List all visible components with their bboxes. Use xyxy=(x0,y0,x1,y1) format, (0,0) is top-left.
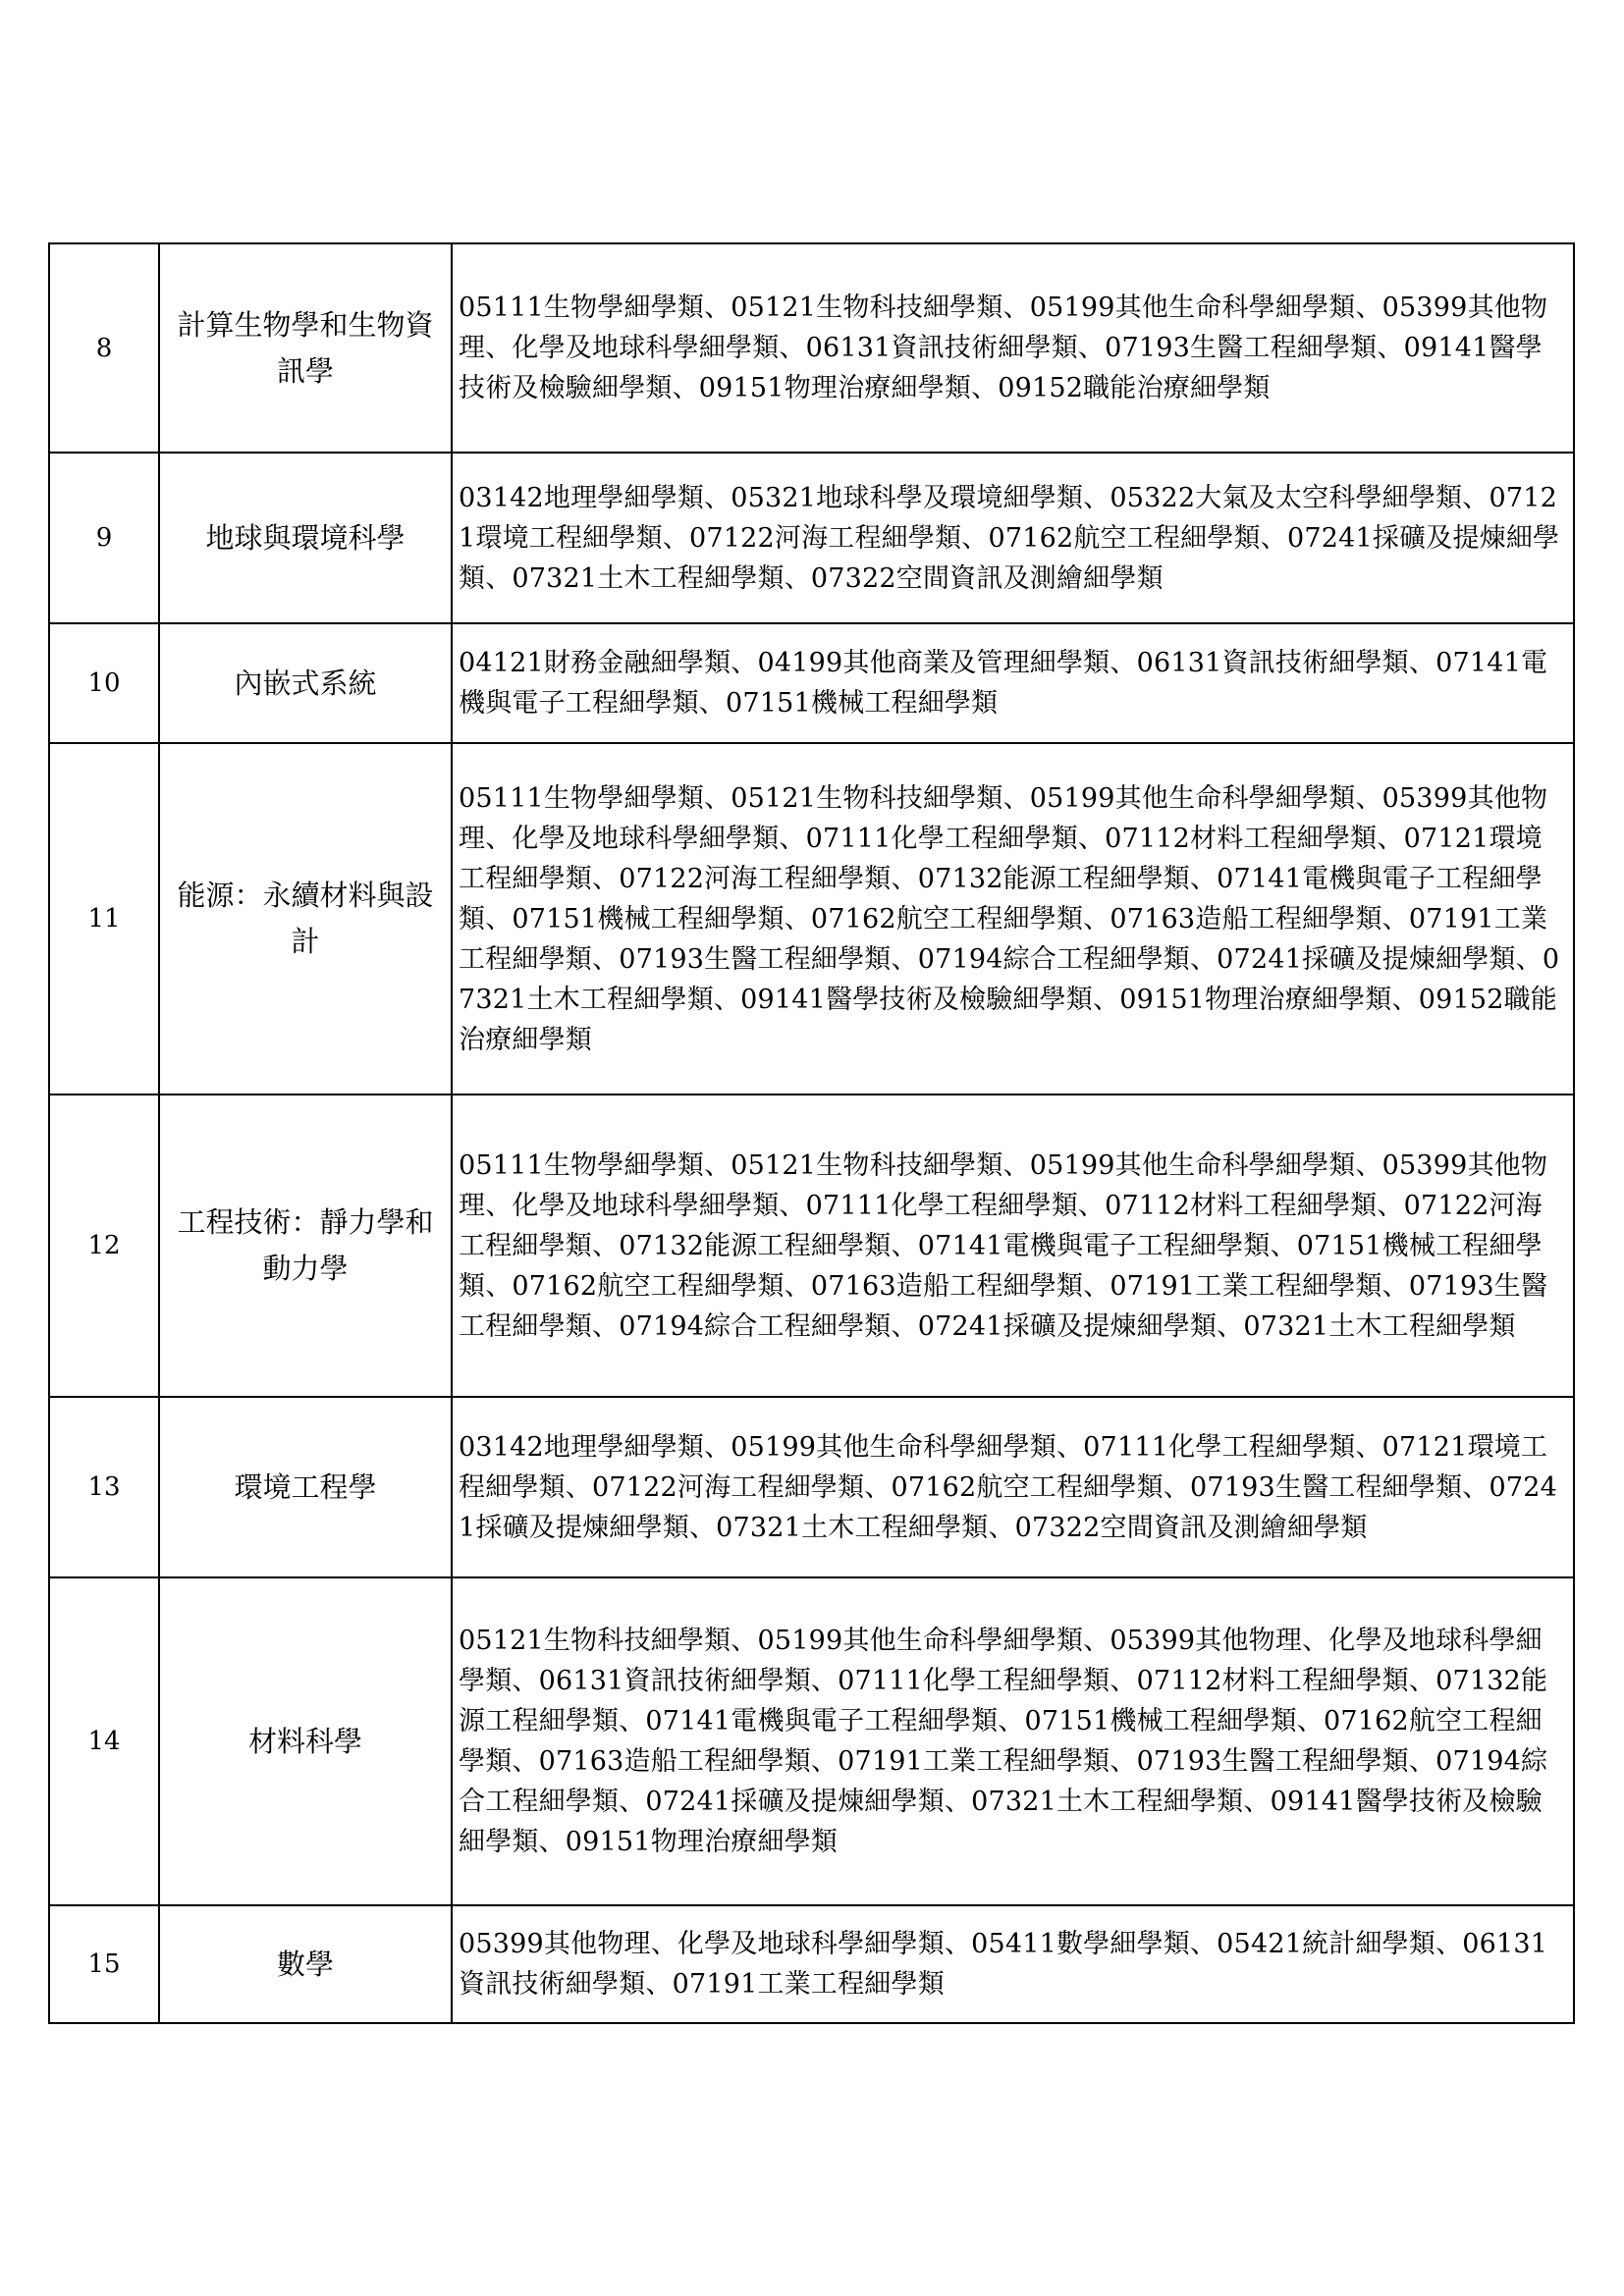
row-number: 13 xyxy=(49,1397,159,1577)
category-list: 05111生物學細學類、05121生物科技細學類、05199其他生命科學細學類、05399其他物理、化學及地球科學細學類、07111化學工程細學類、07112材料工程細學類、07122河海工程細學類、07132能源工程細學類、07141電機與電子工程細學類、07151機械工程細學類、07162航空工程細學類、07163造船工程細學類、07191工業工程細學類、07193生醫工程細學類、07194綜合工程細學類、07241採礦及提煉細學類、07321土木工程細學類 xyxy=(452,1095,1574,1397)
category-list: 05111生物學細學類、05121生物科技細學類、05199其他生命科學細學類、05399其他物理、化學及地球科學細學類、07111化學工程細學類、07112材料工程細學類、07121環境工程細學類、07122河海工程細學類、07132能源工程細學類、07141電機與電子工程細學類、07151機械工程細學類、07162航空工程細學類、07163造船工程細學類、07191工業工程細學類、07193生醫工程細學類、07194綜合工程細學類、07241採礦及提煉細學類、07321土木工程細學類、09141醫學技術及檢驗細學類、09151物理治療細學類、09152職能治療細學類 xyxy=(452,743,1574,1095)
field-name: 材料科學 xyxy=(159,1577,452,1905)
table-row xyxy=(49,1905,1574,2023)
field-name: 工程技術：靜力學和動力學 xyxy=(159,1095,452,1397)
table-row xyxy=(49,1095,1574,1397)
category-list: 03142地理學細學類、05199其他生命科學細學類、07111化學工程細學類、07121環境工程細學類、07122河海工程細學類、07162航空工程細學類、07193生醫工程細學類、07241採礦及提煉細學類、07321土木工程細學類、07322空間資訊及測繪細學類 xyxy=(452,1397,1574,1577)
row-number: 12 xyxy=(49,1095,159,1397)
row-number: 8 xyxy=(49,243,159,453)
field-name: 環境工程學 xyxy=(159,1397,452,1577)
table-row xyxy=(49,623,1574,743)
table-row xyxy=(49,453,1574,623)
category-list: 05121生物科技細學類、05199其他生命科學細學類、05399其他物理、化學及地球科學細學類、06131資訊技術細學類、07111化學工程細學類、07112材料工程細學類、07132能源工程細學類、07141電機與電子工程細學類、07151機械工程細學類、07162航空工程細學類、07163造船工程細學類、07191工業工程細學類、07193生醫工程細學類、07194綜合工程細學類、07241採礦及提煉細學類、07321土木工程細學類、09141醫學技術及檢驗細學類、09151物理治療細學類 xyxy=(452,1577,1574,1905)
field-category-table xyxy=(48,242,1575,2024)
row-number: 9 xyxy=(49,453,159,623)
field-name: 能源：永續材料與設計 xyxy=(159,743,452,1095)
row-number: 10 xyxy=(49,623,159,743)
category-list: 05399其他物理、化學及地球科學細學類、05411數學細學類、05421統計細學類、06131資訊技術細學類、07191工業工程細學類 xyxy=(452,1905,1574,2023)
field-name: 數學 xyxy=(159,1905,452,2023)
category-list: 03142地理學細學類、05321地球科學及環境細學類、05322大氣及太空科學細學類、07121環境工程細學類、07122河海工程細學類、07162航空工程細學類、07241採礦及提煉細學類、07321土木工程細學類、07322空間資訊及測繪細學類 xyxy=(452,453,1574,623)
row-number: 11 xyxy=(49,743,159,1095)
field-name: 計算生物學和生物資訊學 xyxy=(159,243,452,453)
row-number: 14 xyxy=(49,1577,159,1905)
field-name: 地球與環境科學 xyxy=(159,453,452,623)
category-list: 05111生物學細學類、05121生物科技細學類、05199其他生命科學細學類、05399其他物理、化學及地球科學細學類、06131資訊技術細學類、07193生醫工程細學類、09141醫學技術及檢驗細學類、09151物理治療細學類、09152職能治療細學類 xyxy=(452,243,1574,453)
table-row xyxy=(49,1397,1574,1577)
table-row xyxy=(49,243,1574,453)
field-name: 內嵌式系統 xyxy=(159,623,452,743)
table-row xyxy=(49,1577,1574,1905)
table-row xyxy=(49,743,1574,1095)
row-number: 15 xyxy=(49,1905,159,2023)
category-list: 04121財務金融細學類、04199其他商業及管理細學類、06131資訊技術細學類、07141電機與電子工程細學類、07151機械工程細學類 xyxy=(452,623,1574,743)
